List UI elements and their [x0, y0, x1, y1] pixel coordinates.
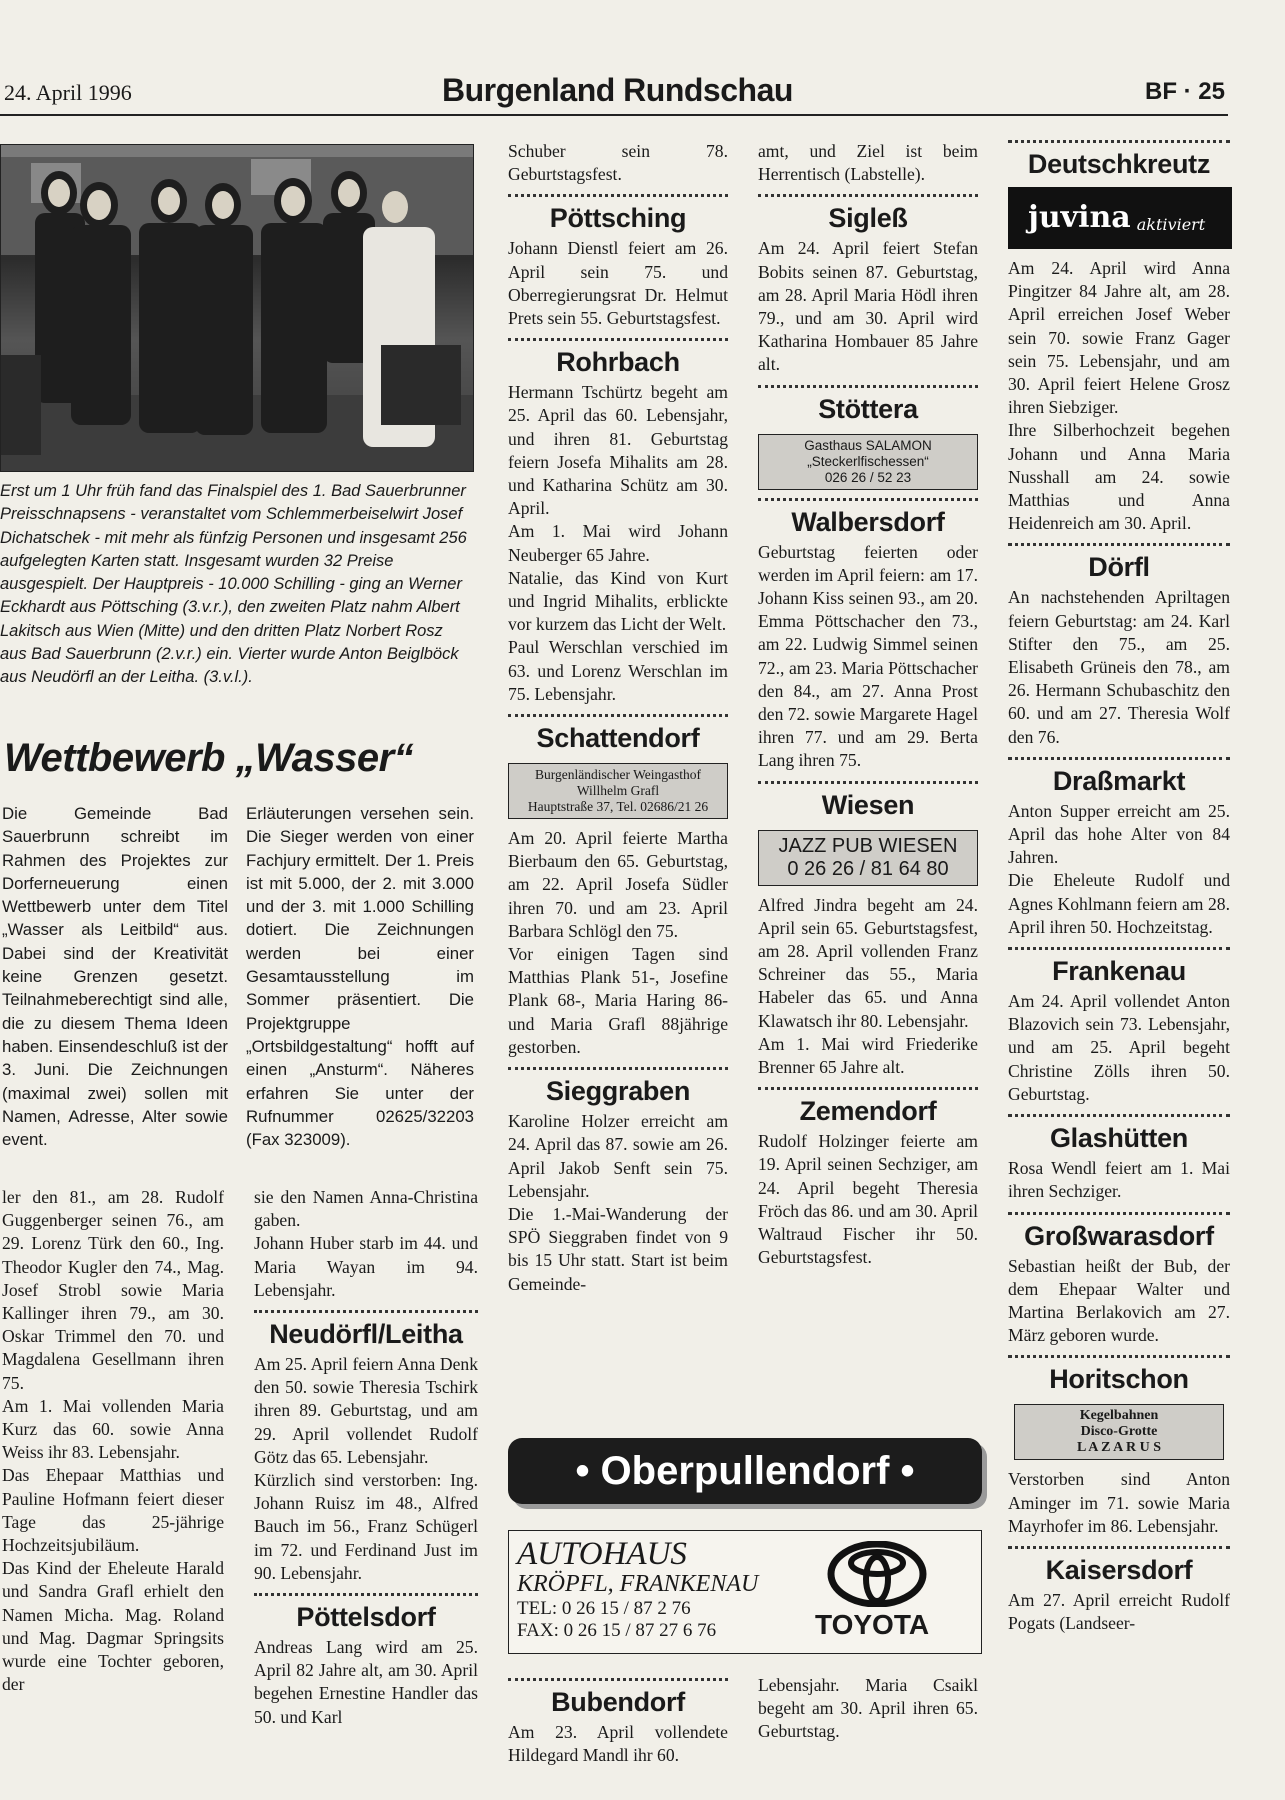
- section-title-poettsching: Pöttsching: [549, 203, 687, 234]
- paragraph: Am 23. April vollendete Hildegard Mandl ihr 60.: [508, 1722, 728, 1766]
- section-title-zemendorf: Zemendorf: [799, 1096, 937, 1127]
- paragraph: Ihre Silberhochzeit begehen Johann und Anna Maria Nusshall am 24. sowie Matthias und Anna Heidenreich am 30. April.: [1008, 420, 1230, 534]
- dotted-divider: [1008, 1212, 1230, 1215]
- section-title-kaisersdorf: Kaisersdorf: [1045, 1554, 1193, 1585]
- paragraph: Am 24. April wird Anna Pingitzer 84 Jahre alt, am 28. April erreichen Josef Weber sein 70. sowie Franz Gager sein 75. Lebensjahr, und am 30. April feiert Helene Grosz ihren Siebziger.: [1008, 258, 1230, 418]
- paragraph: Am 27. April erreicht Rudolf Pogats (Landseer-: [1008, 1589, 1230, 1634]
- section-title-wiesen: Wiesen: [821, 789, 915, 820]
- paragraph: Lebensjahr. Maria Csaikl begeht am 30. April ihren 65. Geburtstag.: [758, 1675, 978, 1742]
- section-title-deutschkreutz: Deutschkreutz: [1027, 149, 1211, 179]
- dotted-divider: [508, 714, 728, 717]
- paragraph: Sebastian heißt der Bub, der dem Ehepaar Walter und Martina Berlakovich am 27. März geboren wurde.: [1008, 1255, 1230, 1346]
- paragraph: amt, und Ziel ist beim Herrentisch (Labstelle).: [758, 141, 978, 185]
- column-3-bottom: [508, 1670, 728, 1767]
- group-photo: [0, 144, 474, 472]
- dotted-divider: [254, 1310, 478, 1313]
- section-title-drassmarkt: Draßmarkt: [1052, 765, 1186, 796]
- paragraph: Am 1. Mai vollenden Maria Kurz das 60. sowie Anna Weiss ihr 83. Lebensjahr.: [2, 1395, 224, 1463]
- section-title-schattendorf: Schattendorf: [536, 723, 700, 754]
- paragraph: Das Ehepaar Matthias und Pauline Hofmann feiert dieser Tage das 25-jährige Hochzeitsjubiläum.: [2, 1465, 224, 1556]
- section-title-poettelsdorf: Pöttelsdorf: [296, 1602, 436, 1633]
- ad-line: „Steckerlfischessen“: [807, 453, 929, 469]
- column-4-bottom: [758, 1674, 978, 1744]
- paragraph: Am 24. April vollendet Anton Blazovich sein 73. Lebensjahr, und am 25. April begeht Christine Zölls ihren 50. Geburtstag.: [1008, 991, 1230, 1104]
- oberpullendorf-banner: • Oberpullendorf •: [508, 1438, 982, 1504]
- ad-line: Kegelbahnen: [1079, 1408, 1159, 1424]
- section-title-grosswarasdorf: Großwarasdorf: [1024, 1220, 1214, 1251]
- juvina-tagline: aktiviert: [1136, 215, 1206, 235]
- dotted-divider: [758, 194, 978, 197]
- autohaus-phone: TEL: 0 26 15 / 87 2 76: [517, 1598, 691, 1619]
- dotted-divider: [508, 338, 728, 341]
- paragraph: Johann Huber starb im 44. und Maria Wayan im 94. Lebensjahr.: [254, 1233, 478, 1300]
- dotted-divider: [508, 1678, 728, 1681]
- wettbewerb-text-2: Erläuterungen versehen sein. Die Sieger werden von einer Fachjury ermittelt. Der 1. Preis ist mit 5.000, der 2. mit 3.000 und der 3. mit 1.000 Schilling dotiert. Die Zeichnungen werden bei einer Gesamtausstellung im Sommer präsentiert. Die Projektgruppe „Ortsbildgestaltung“ hofft auf einen „Ansturm“. Näheres erfahren Sie unter der Rufnummer 02625/32203 (Fax 323009).: [246, 804, 474, 1150]
- ad-autohaus-kroepfl: [508, 1530, 982, 1654]
- paragraph: Karoline Holzer erreicht am 24. April das 87. sowie am 26. April Jakob Senft sein 75. Lebensjahr.: [508, 1111, 728, 1201]
- dotted-divider: [1008, 947, 1230, 950]
- paragraph: Rudolf Holzinger feierte am 19. April seinen Sechziger, am 24. April begeht Theresia Fröch das 86. und am 30. April Waltraud Fischer ihr 50. Geburtstagsfest.: [758, 1131, 978, 1268]
- paragraph: ler den 81., am 28. Rudolf Guggenberger seinen 76., am 29. Lorenz Türk den 60., Ing. Theodor Kugler den 74., Mag. Josef Strobl sowie Maria Kallinger ihren 79., am 30. Oskar Trimmel den 70. und Magdalena Gesellmann ihren 75.: [2, 1187, 224, 1393]
- ad-weingasthof: [508, 763, 728, 819]
- column-3: [508, 140, 728, 1296]
- paragraph: Das Kind der Eheleute Harald und Sandra Grafl erhielt den Namen Micha. Mag. Roland und Mag. Dagmar Springsits wurde eine Tochter geboren, der: [2, 1558, 224, 1695]
- ad-line: Burgenländischer Weingasthof: [534, 767, 701, 783]
- ad-line: Hauptstraße 37, Tel. 02686/21 26: [527, 799, 709, 815]
- dotted-divider: [758, 781, 978, 784]
- dotted-divider: [1008, 1355, 1230, 1358]
- page-number: BF · 25: [1144, 78, 1225, 105]
- section-title-siegless: Sigleß: [828, 203, 908, 234]
- paragraph: Am 20. April feierte Martha Bierbaum den 65. Geburtstag, am 22. April Josefa Südler ihren 70. und am 23. April Barbara Schlögl den 75.: [508, 828, 728, 941]
- dotted-divider: [758, 1087, 978, 1090]
- juvina-logo: [1008, 187, 1232, 249]
- dotted-divider: [758, 385, 978, 388]
- column-5: [1008, 140, 1230, 1635]
- paragraph: Anton Supper erreicht am 25. April das hohe Alter von 84 Jahren.: [1008, 800, 1230, 868]
- paragraph: Andreas Lang wird am 25. April 82 Jahre alt, am 30. April begehen Ernestine Handler das 50. und Karl: [254, 1637, 478, 1727]
- section-title-frankenau: Frankenau: [1052, 956, 1186, 987]
- paragraph: Alfred Jindra begeht am 24. April sein 65. Geburtstagsfest, am 28. April vollenden Franz Schreiner das 55., Maria Habeler das 65. und Anna Klawatsch ihr 80. Lebensjahr.: [758, 894, 978, 1031]
- paragraph: Geburtstag feierten oder werden im April feiern: am 17. Johann Kiss seinen 93., am 20. Emma Pöttschacher den 73., am 22. Ludwig Simmel seinen 72., am 23. Maria Pöttschacher den 84., am 27. Anna Prost den 72. sowie Margarete Hagel ihren 77. und am 29. Berta Lang ihren 75.: [758, 541, 979, 771]
- wettbewerb-col2: [246, 802, 474, 1151]
- wettbewerb-col1: [2, 802, 228, 1151]
- section-title-stoettera: Stöttera: [818, 393, 918, 424]
- paragraph: An nachstehenden Apriltagen feiern Geburtstag: am 24. Karl Stifter den 75., am 25. Elisabeth Grüneis den 78., am 26. Hermann Schubaschitz den 60. und am 27. Theresia Wolf den 76.: [1008, 587, 1230, 747]
- column-4: [758, 140, 978, 1270]
- paragraph: Verstorben sind Anton Aminger im 71. sowie Maria Mayrhofer im 86. Lebensjahr.: [1008, 1469, 1230, 1536]
- ad-line: Gasthaus SALAMON: [804, 437, 932, 453]
- paragraph: sie den Namen Anna-Christina gaben.: [254, 1187, 478, 1231]
- bottom-column-1: [2, 1186, 224, 1696]
- header-rule: [0, 114, 1228, 116]
- dotted-divider: [508, 1067, 728, 1070]
- ad-line: L A Z A R U S: [1076, 1440, 1162, 1456]
- paragraph: Johann Dienstl feiert am 26. April sein 75. und Oberregierungsrat Dr. Helmut Prets sein 55. Geburtstagsfest.: [508, 238, 728, 329]
- paragraph: Vor einigen Tagen sind Matthias Plank 51-, Josefine Plank 68-, Maria Haring 86- und Maria Grafl 88jährige gestorben.: [508, 944, 728, 1057]
- wettbewerb-headline: Wettbewerb „Wasser“: [4, 736, 414, 780]
- paragraph: Die 1.-Mai-Wanderung der SPÖ Sieggraben findet von 9 bis 15 Uhr statt. Start ist beim Gemeinde-: [508, 1203, 728, 1294]
- section-title-glashuetten: Glashütten: [1049, 1123, 1188, 1154]
- ad-line: Disco-Grotte: [1080, 1424, 1158, 1440]
- toyota-wordmark: TOYOTA: [815, 1609, 930, 1640]
- paragraph: Schuber sein 78. Geburtstagsfest.: [508, 141, 728, 185]
- paragraph: Natalie, das Kind von Kurt und Ingrid Mihalits, erblickte vor kurzem das Licht der Welt.: [508, 567, 728, 635]
- dotted-divider: [758, 498, 978, 501]
- paragraph: Am 25. April feiern Anna Denk den 50. sowie Theresia Tschirk ihren 89. Geburtstag, und am 29. April vollendet Rudolf Götz das 65. Lebensjahr.: [254, 1354, 478, 1467]
- paragraph: Kürzlich sind verstorben: Ing. Johann Ruisz im 48., Alfred Bauch im 56., Franz Schügerl im 72. und Ferdinand Just im 90. Lebensjahr.: [254, 1470, 478, 1583]
- paragraph: Rosa Wendl feiert am 1. Mai ihren Sechziger.: [1008, 1158, 1230, 1202]
- ad-line: JAZZ PUB WIESEN: [778, 834, 958, 857]
- photo-caption: Erst um 1 Uhr früh fand das Finalspiel des 1. Bad Sauerbrunner Preisschnapsens - veranstaltet vom Schlemmerbeiselwirt Josef Dichatschek - mit mehr als fünfzig Personen und insgesamt 256 aufgelegten Karten statt. Insgesamt wurden 32 Preise ausgespielt. Der Hauptpreis - 10.000 Schilling - ging an Werner Eckhardt aus Pöttsching (3.v.r.), den zweiten Platz nahm Albert Lakitsch aus Wien (Mitte) und den dritten Platz Norbert Rosz aus Bad Sauerbrunn (2.v.r.) ein. Vierter wurde Anton Beiglböck aus Neudörfl an der Leitha. (3.v.l.).: [0, 482, 467, 687]
- ad-line: 0 26 26 / 81 64 80: [787, 857, 949, 880]
- autohaus-subtitle: KRÖPFL, FRANKENAU: [517, 1571, 759, 1597]
- dotted-divider: [1008, 1114, 1230, 1117]
- paragraph: Hermann Tschürtz begeht am 25. April das 60. Lebensjahr, und ihren 81. Geburtstag feiern Josefa Mihalits am 28. und Katharina Schütz am 30. April.: [508, 382, 728, 519]
- section-title-doerfl: Dörfl: [1088, 552, 1150, 583]
- ad-gasthaus-salamon: [758, 434, 978, 490]
- group-photo-illustration: [1, 145, 474, 472]
- juvina-wordmark: juvina: [1028, 200, 1131, 236]
- toyota-logo-icon: [827, 1541, 927, 1607]
- section-title-rohrbach: Rohrbach: [556, 347, 680, 378]
- dotted-divider: [508, 194, 728, 197]
- autohaus-fax: FAX: 0 26 15 / 87 27 6 76: [517, 1620, 717, 1641]
- ad-jazz-pub: [758, 830, 978, 886]
- paragraph: Die Eheleute Rudolf und Agnes Kohlmann feiern am 28. April ihren 50. Hochzeitstag.: [1008, 870, 1230, 937]
- ad-line: Willhelm Grafl: [576, 783, 660, 799]
- paragraph: Paul Werschlan verschied im 63. und Lorenz Werschlan im 75. Lebensjahr.: [508, 637, 728, 704]
- paragraph: Am 1. Mai wird Johann Neuberger 65 Jahre.: [508, 521, 728, 565]
- paragraph: Am 24. April feiert Stefan Bobits seinen 87. Geburtstag, am 28. April Maria Hödl ihren 79., und am 30. April wird Katharina Hombauer 85 Jahre alt.: [758, 238, 978, 375]
- autohaus-title: AUTOHAUS: [517, 1536, 687, 1572]
- newspaper-title: Burgenland Rundschau: [442, 72, 793, 108]
- ad-line: 026 26 / 52 23: [824, 469, 912, 485]
- wettbewerb-text-1: Die Gemeinde Bad Sauerbrunn schreibt im Rahmen des Projektes zur Dorferneuerung einen Wettbewerb unter dem Titel „Wasser als Leitbild“ aus. Dabei sind der Kreativität keine Grenzen gesetzt. Teilnahmeberechtigt sind alle, die zu diesem Thema Ideen haben. Einsendeschluß ist der 3. Juni. Die Zeichnungen (maximal zwei) sollen mit Namen, Adresse, Alter sowie event.: [2, 804, 228, 1150]
- section-title-neudoerfl: Neudörfl/Leitha: [269, 1319, 463, 1350]
- dotted-divider: [254, 1593, 478, 1596]
- dotted-divider: [1008, 140, 1230, 143]
- dotted-divider: [1008, 757, 1230, 760]
- bottom-column-2: [254, 1186, 478, 1729]
- dotted-divider: [1008, 543, 1230, 546]
- section-title-sieggraben: Sieggraben: [545, 1076, 691, 1107]
- paragraph: Am 1. Mai wird Friederike Brenner 65 Jahre alt.: [758, 1033, 978, 1078]
- dotted-divider: [1008, 1546, 1230, 1549]
- ad-lazarus: [1014, 1404, 1224, 1460]
- section-title-bubendorf: Bubendorf: [551, 1687, 685, 1717]
- section-title-horitschon: Horitschon: [1049, 1364, 1189, 1395]
- section-title-walbersdorf: Walbersdorf: [791, 506, 945, 537]
- issue-date: 24. April 1996: [4, 80, 132, 105]
